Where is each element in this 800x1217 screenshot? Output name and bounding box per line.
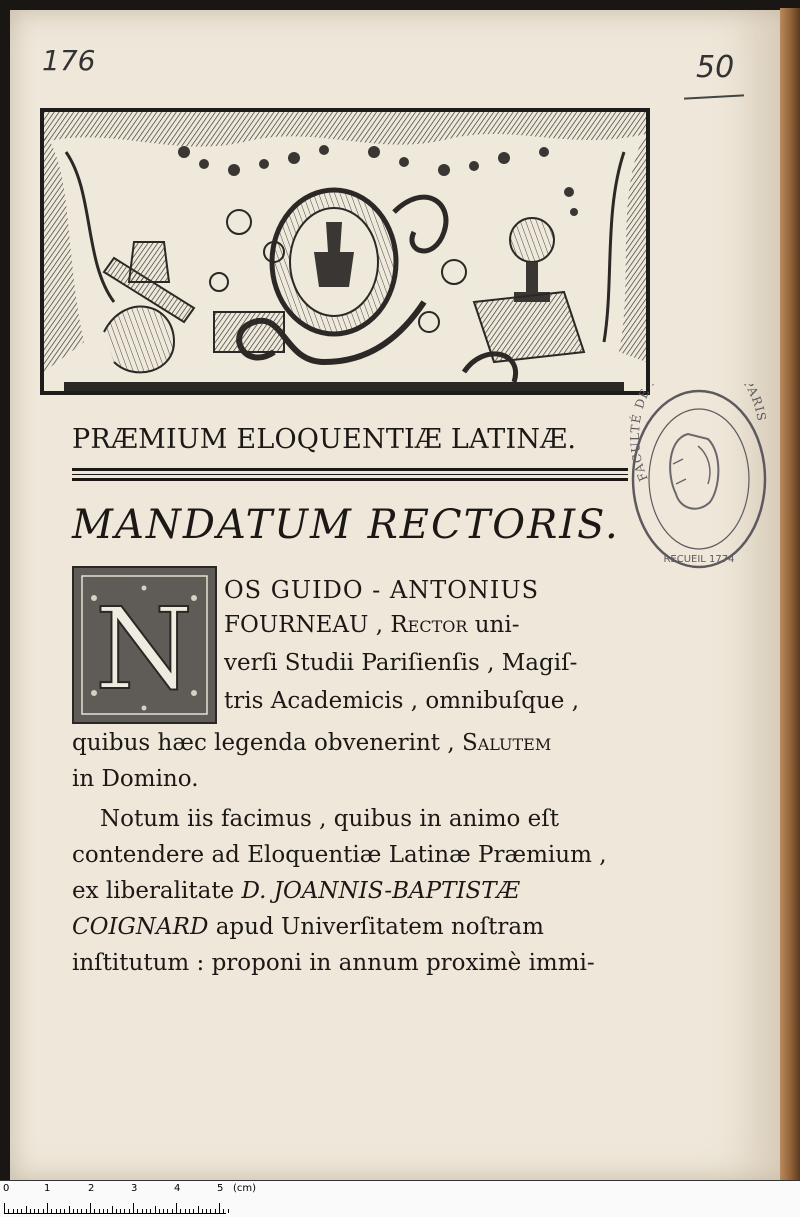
ruler-tick	[124, 1209, 125, 1213]
rector-smallcaps: Rector	[390, 612, 468, 638]
text-span: FOURNEAU ,	[224, 612, 391, 638]
ruler-ticks	[4, 1201, 226, 1214]
surname-italic: COIGNARD	[72, 914, 209, 940]
text-span: quibus hæc legenda obvenerint ,	[72, 730, 462, 756]
ruler-tick	[116, 1209, 117, 1213]
ruler-tick	[112, 1206, 113, 1213]
ruler-tick	[133, 1203, 134, 1213]
ruler-tick	[228, 1209, 229, 1213]
text-line: OS GUIDO - ANTONIUS	[224, 576, 540, 604]
ruler-tick	[56, 1209, 57, 1213]
stamp-inner-text: RECUEIL 1774	[663, 554, 735, 565]
open-book	[474, 292, 584, 362]
ruler-tick	[90, 1203, 91, 1213]
ruler-tick	[146, 1209, 147, 1213]
ruler-tick	[38, 1209, 39, 1213]
ruler-tick	[180, 1209, 181, 1213]
ruler-tick	[142, 1209, 143, 1213]
ruler-tick	[159, 1209, 160, 1213]
text-line: verſi Studii Pariſienſis , Magiſ-	[224, 650, 578, 676]
salutem-smallcaps: Salutem	[461, 730, 552, 756]
ruler-tick	[155, 1206, 156, 1213]
ruler-tick	[69, 1206, 70, 1213]
ruler-label: 0	[3, 1183, 10, 1194]
text-line: inſtitutum : proponi in annum proximè immi-	[72, 950, 595, 976]
ruler-tick	[17, 1209, 18, 1213]
text-line: Notum iis facimus , quibus in animo eſt	[100, 806, 560, 832]
ruler-tick	[210, 1209, 211, 1213]
text-line	[72, 878, 520, 904]
ruler-label: 3	[131, 1183, 138, 1194]
ruler-tick	[43, 1209, 44, 1213]
handwritten-folio-left: 176	[42, 44, 96, 77]
ruler-tick	[8, 1209, 9, 1213]
ruler-tick	[34, 1209, 35, 1213]
ruler-label: 1	[44, 1183, 51, 1194]
ruler-tick	[73, 1209, 74, 1213]
ruler-tick	[206, 1209, 207, 1213]
ruler-tick	[223, 1209, 224, 1213]
ruler-tick	[163, 1209, 164, 1213]
text-line	[224, 612, 520, 638]
ruler-tick	[77, 1209, 78, 1213]
library-stamp	[628, 384, 770, 574]
ruler-tick	[198, 1206, 199, 1213]
text-line	[72, 914, 544, 940]
text-span: apud Univerſitatem noſtram	[208, 914, 544, 940]
ruler-tick	[120, 1209, 121, 1213]
ruler-tick	[167, 1209, 168, 1213]
stamp-ring-text: FACULTÉ DE ARIS	[628, 384, 769, 484]
ruler-tick	[172, 1209, 173, 1213]
ruler-tick	[94, 1209, 95, 1213]
ruler-tick	[81, 1209, 82, 1213]
ruler-tick	[193, 1209, 194, 1213]
ruler-tick	[176, 1203, 177, 1213]
ruler-tick	[21, 1209, 22, 1213]
ruler-tick	[189, 1209, 190, 1213]
ruler-label: 5	[217, 1183, 224, 1194]
text-line: tris Academicis , omnibuſque ,	[224, 688, 580, 714]
text-line: contendere ad Eloquentiæ Latinæ Præmium ,	[72, 842, 607, 868]
ruler-tick	[60, 1209, 61, 1213]
ruler-tick	[51, 1209, 52, 1213]
thick-rule	[72, 468, 628, 471]
ruler-tick	[215, 1209, 216, 1213]
text-line: in Domino.	[72, 766, 199, 792]
ruler-tick	[137, 1209, 138, 1213]
ruler-label: 4	[174, 1183, 181, 1194]
ruler-tick	[26, 1206, 27, 1213]
thick-rule	[72, 478, 628, 481]
initial-letter: N	[95, 585, 193, 715]
book-cover-edge	[780, 8, 800, 1182]
ruler-tick	[219, 1203, 220, 1213]
ruler-tick	[86, 1209, 87, 1213]
ruler-tick	[30, 1209, 31, 1213]
engraved-headpiece	[40, 108, 650, 395]
ruler-tick	[150, 1209, 151, 1213]
page-title: MANDATUM RECTORIS.	[72, 502, 620, 548]
headpiece-engraving	[44, 112, 646, 391]
ruler-tick	[185, 1209, 186, 1213]
ruler-tick	[64, 1209, 65, 1213]
donor-name-italic: D. JOANNIS-BAPTISTÆ	[241, 878, 520, 904]
globe	[510, 218, 554, 262]
ruler-tick	[107, 1209, 108, 1213]
section-heading: PRÆMIUM ELOQUENTIÆ LATINÆ.	[72, 424, 577, 455]
ruler-tick	[47, 1203, 48, 1213]
thin-rule	[72, 474, 628, 475]
ruler-tick	[13, 1209, 14, 1213]
handwritten-folio-right: 50	[696, 50, 735, 85]
ruler-tick	[99, 1209, 100, 1213]
text-line	[72, 730, 551, 756]
ruler-tick	[4, 1203, 5, 1213]
decorated-initial	[72, 566, 217, 724]
ruler-unit: (cm)	[233, 1183, 257, 1194]
scale-ruler	[0, 1180, 800, 1217]
ruler-tick	[202, 1209, 203, 1213]
ruler-tick	[103, 1209, 104, 1213]
text-span: ex liberalitate	[72, 878, 242, 904]
ruler-tick	[129, 1209, 130, 1213]
ruler-label: 2	[88, 1183, 95, 1194]
text-span: uni-	[467, 612, 520, 638]
ruler-labels	[0, 1183, 300, 1197]
